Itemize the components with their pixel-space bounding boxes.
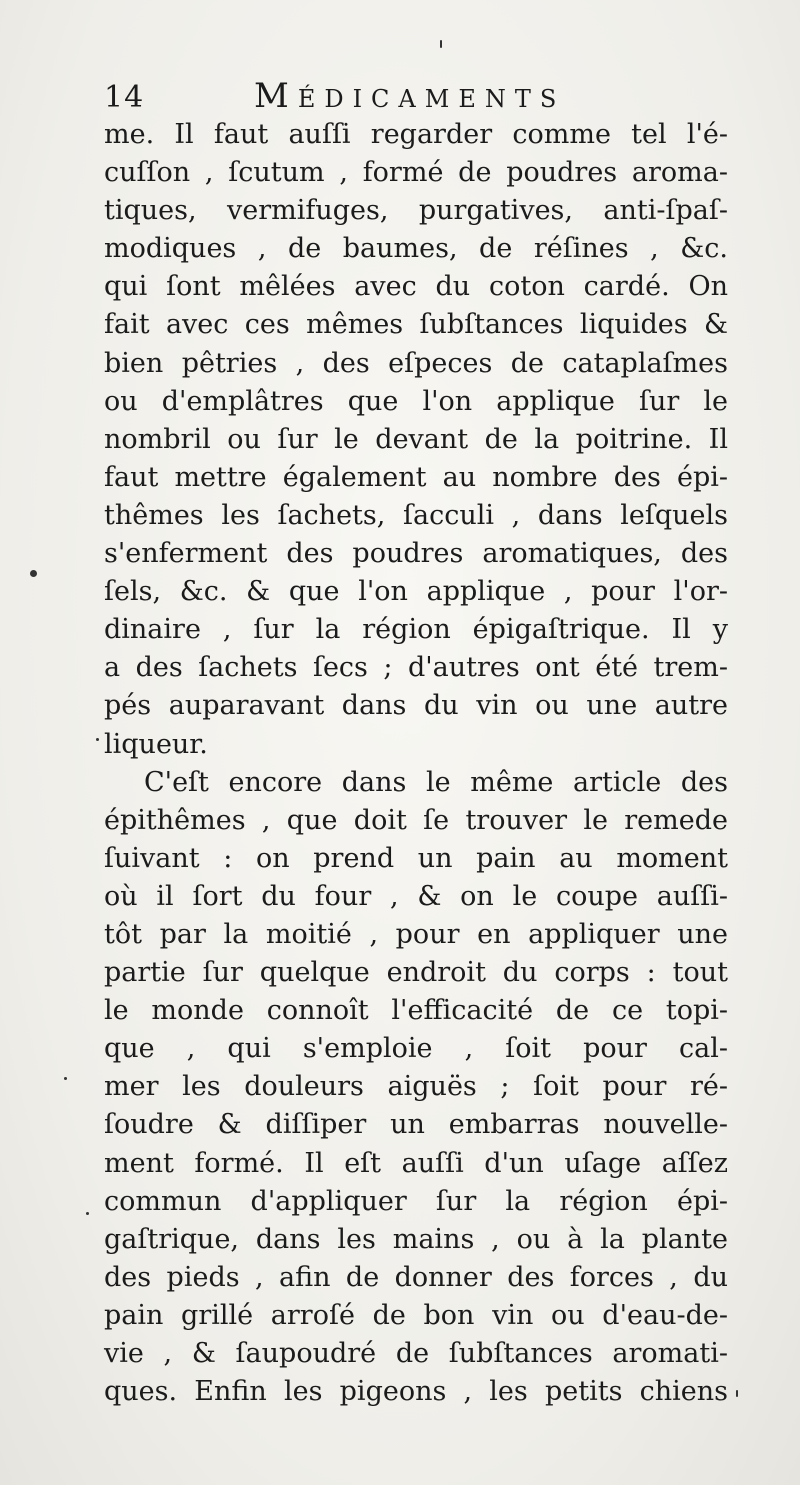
ink-speck (86, 1212, 89, 1215)
ink-speck (64, 1077, 67, 1080)
text-line: partie ſur quelque endroit du corps : tout (104, 957, 728, 989)
text-line: modiques , de baumes, de réſines , &c. (104, 233, 728, 265)
text-line: pés auparavant dans du vin ou une autre (104, 690, 728, 722)
text-line: que , qui s'emploie , ſoit pour cal- (104, 1033, 728, 1065)
text-line: tôt par la moitié , pour en appliquer une (104, 918, 728, 950)
text-line: vie , & ſaupoudré de ſubſtances aromati- (104, 1338, 728, 1369)
text-line: pain grillé arroſé de bon vin ou d'eau-de- (104, 1299, 728, 1331)
text-line: faut mettre également au nombre des épi- (104, 461, 728, 493)
text-line: bien pêtries , des eſpeces de cataplaſmes (104, 347, 728, 379)
text-line: cuſſon , ſcutum , formé de poudres aroma- (104, 157, 728, 189)
text-line: ſels, &c. & que l'on applique , pour l'or- (104, 576, 728, 608)
text-line: nombril ou ſur le devant de la poitrine. Il (104, 423, 728, 455)
text-line: ques. Enfin les pigeons , les petits chiens (104, 1376, 728, 1408)
ink-speck (30, 570, 37, 577)
text-line: gaſtrique, dans les mains , ou à la plante (104, 1223, 728, 1255)
text-line: ſoudre & diſſiper un embarras nouvelle- (104, 1109, 728, 1141)
text-line: tiques, vermifuges, purgatives, anti-ſpaſ- (104, 195, 728, 227)
text-line: a des ſachets ſecs ; d'autres ont été trem- (104, 652, 728, 684)
text-line: le monde connoît l'efficacité de ce topi- (104, 995, 728, 1027)
text-line: commun d'appliquer ſur la région épi- (104, 1185, 728, 1217)
running-head: Médicaments (254, 76, 566, 116)
text-line-paragraph-start: C'eſt encore dans le même article des (144, 766, 728, 798)
ink-speck (96, 738, 99, 741)
text-line: s'enferment des poudres aromatiques, des (104, 538, 728, 570)
text-line: des pieds , afin de donner des forces , du (104, 1261, 728, 1293)
text-line: ou d'emplâtres que l'on applique ſur le (104, 385, 728, 417)
page-header (104, 76, 724, 120)
text-line: dinaire , ſur la région épigaſtrique. Il y (104, 614, 728, 646)
text-line: thêmes les ſachets, ſacculi , dans leſquels (104, 499, 728, 531)
text-line: me. Il faut auſſi regarder comme tel l'é- (104, 119, 728, 150)
page-number: 14 (104, 80, 145, 115)
text-line: où il ſort du four , & on le coupe auſſi- (104, 880, 728, 912)
text-line: épithêmes , que doit ſe trouver le remede (104, 804, 728, 836)
text-line: fait avec ces mêmes ſubſtances liquides & (104, 309, 728, 341)
body-text (104, 116, 728, 1411)
text-line-paragraph-end: liqueur. (104, 728, 208, 760)
text-line: ment formé. Il eſt auſſi d'un uſage aſſez (104, 1147, 728, 1179)
text-line: ſuivant : on prend un pain au moment (104, 842, 728, 874)
text-line: mer les douleurs aiguës ; ſoit pour ré- (104, 1071, 728, 1103)
ink-speck (440, 40, 442, 48)
ink-speck (736, 1390, 738, 1397)
text-line: qui ſont mêlées avec du coton cardé. On (104, 271, 728, 303)
